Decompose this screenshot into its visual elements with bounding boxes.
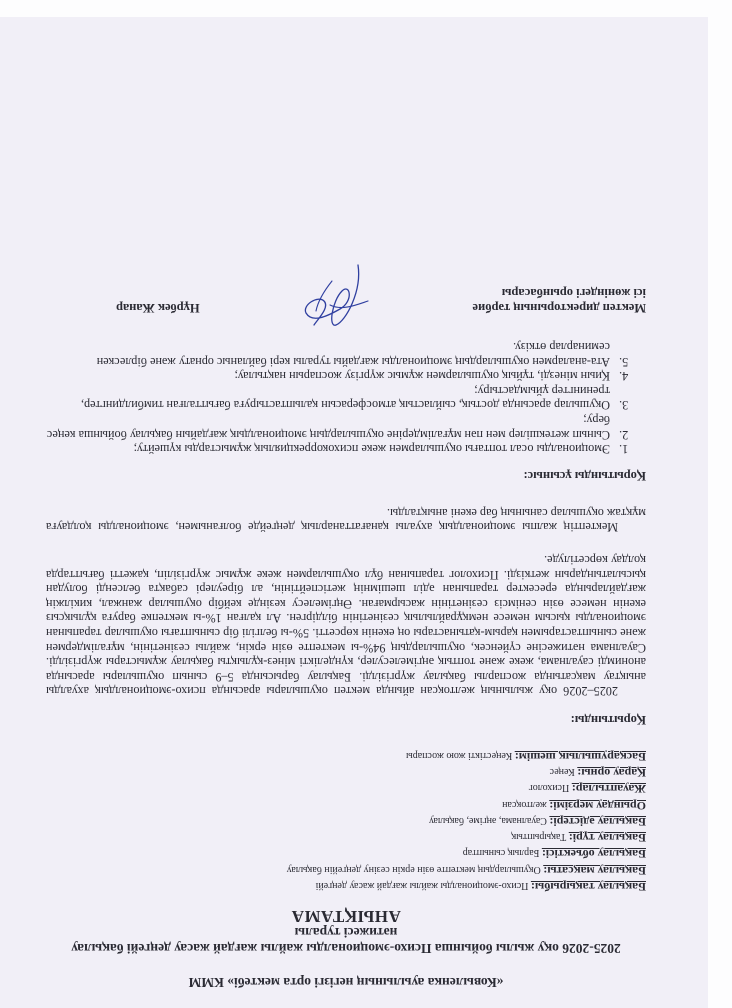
scanned-paper (0, 17, 708, 1008)
recommendation-item: 4. Қиын мінезді, тұйық оқушылармен жұмыс жүргізу жоспарын нақтылау; (46, 369, 616, 384)
meta-row-decision (46, 747, 646, 763)
title-line-1: 2025-2026 оқу жылы бойынша Психо-эмоционалды жайлы жағдай жасау деңгейі бақылау (71, 941, 621, 956)
meta-row-deadline (46, 796, 646, 812)
handwritten-signature-icon (296, 259, 376, 331)
meta-value: Психо-эмоционалды жайлы жағдай жасау деңгейі (315, 880, 529, 891)
document-body (46, 255, 646, 990)
signatory-position-line-2: ісі жөніндегі орынбасары (501, 286, 646, 301)
document-title (46, 908, 646, 956)
meta-key: Бақылау объектісі: (541, 847, 646, 862)
conclusion-heading: Қорытынды: (570, 713, 646, 728)
recommendation-item: 2. Сынып жетекшілер мен пән мұғалімдеріне оқушылардың эмоционалдық жағдайын бақылау бойынша кеңес беру; (46, 412, 616, 441)
meta-value: Психолог (528, 782, 570, 794)
meta-row-responsible (46, 780, 646, 796)
recommendations-list (46, 339, 646, 456)
recommendation-item: 5. Ата-аналармен оқушылардың эмоционалды жағдайы туралы кері байланыс орнату және бірлескен семинарлар өткізу. (46, 339, 616, 368)
signatory-position-line-1: Мектеп директорының тәрбие (472, 301, 646, 316)
recommendations-heading: Қорытынды ұсыныс: (523, 469, 646, 484)
meta-key: Бақылау тақырыбы: (530, 880, 646, 894)
meta-value: Кеңестікті жою жоспары (405, 749, 513, 761)
meta-value: желтоқсан (502, 798, 547, 810)
meta-row-topic (46, 878, 646, 894)
meta-key: Бақылау әдістері: (549, 814, 646, 829)
meta-key: Басқарушылық шешім: (514, 749, 646, 764)
meta-value: Сауалнама, әңгіме, бақылау (428, 814, 547, 826)
meta-key: Қарау орны: (577, 765, 646, 780)
signatory-position (473, 285, 647, 315)
meta-row-methods (46, 813, 646, 829)
meta-key: Орындау мерзімі: (549, 798, 646, 813)
document-page-rotated (0, 17, 708, 1008)
meta-key: Бақылау мақсаты: (543, 863, 646, 878)
organization-header: «Ковыленка ауылының негізгі орта мектебі» КММ (188, 975, 504, 990)
meta-value: Кеңес (549, 765, 575, 777)
meta-key: Жауаптылар: (571, 782, 646, 797)
meta-key: Бақылау түрі: (568, 831, 646, 846)
conclusion-paragraph-1: 2025–2026 оқу жылының желтоқсан айында мектеп оқушылары арасында психо-эмоционалдық ахуалды анықтау мақсатында жоспарлы бақылау жүргізілді. Бақылау барысында 5–9 сынып оқушылары арасында анонимді сауалнама, жеке және топтық әңгімелесулер, күнделікті мінез-құлықты бақылау жұмыстары жүргізілді. Сауалнама нәтижесіне сүйенсек, оқушылардың 94%-ы мектепте өзін еркін, жайлы сезінетінін, мұғалімдермен және сыныптастарымен қарым-қатынастары оң екенін көрсетті. 5%-ы белгілі бір сыныптағы оқушылар тарапынан эмоционалды қысым немесе немқұрайлылық сезінетінін білдірген. Ал қалған 1%-ы мектепке баруға құлықсыз екенін немесе өзін сенімсіз сезінетінін жасырмаған. Әңгімелесу кезінде кейбір оқушылар жанжал, кикілжің жағдайларында ересектер тарапынан әділ шешімнің жетіспейтінін, ал біреулері сабақта белсенді болудан қысылатындарын жеткізді. Психолог тарапынан бұл оқушылармен жеке жұмыс жүргізіліп, қажетті бағыттарда қолдау көрсетілуде. (46, 552, 646, 699)
meta-value: Тақырыптық (511, 831, 567, 843)
meta-row-review-place (46, 764, 646, 780)
meta-row-type (46, 829, 646, 845)
recommendation-item: 3. Оқушылар арасында достық, сыйластық атмосферасын қалыптастыруға бағытталған тимбилдингтер, тренингтер ұйымдастыру; (46, 383, 616, 412)
conclusion-paragraph-2: Мектептің жалпы эмоционалдық ахуалы қанағаттанарлық деңгейде болғанымен, эмоционалды қолдауға мұқтаж оқушылар санының бар екені анықталды. (46, 505, 646, 535)
signature-block (46, 255, 646, 315)
title-line-3: АНЫҚТАМА (291, 907, 401, 926)
control-meta-list (46, 747, 646, 894)
meta-value: Барлық сыныптар (462, 847, 540, 859)
meta-value: Оқушылардың мектепте өзін еркін сезіну деңгейін бақылау (286, 863, 541, 875)
meta-row-object (46, 845, 646, 861)
recommendation-item: 1. Эмоционалды осал топтағы оқушылармен жеке психокоррекциялық жұмыстарды күшейту; (46, 442, 616, 457)
signatory-name: Нұрбек Жанар (116, 301, 200, 316)
meta-row-goal (46, 861, 646, 877)
title-line-2: нәтижесі туралы (294, 925, 398, 940)
